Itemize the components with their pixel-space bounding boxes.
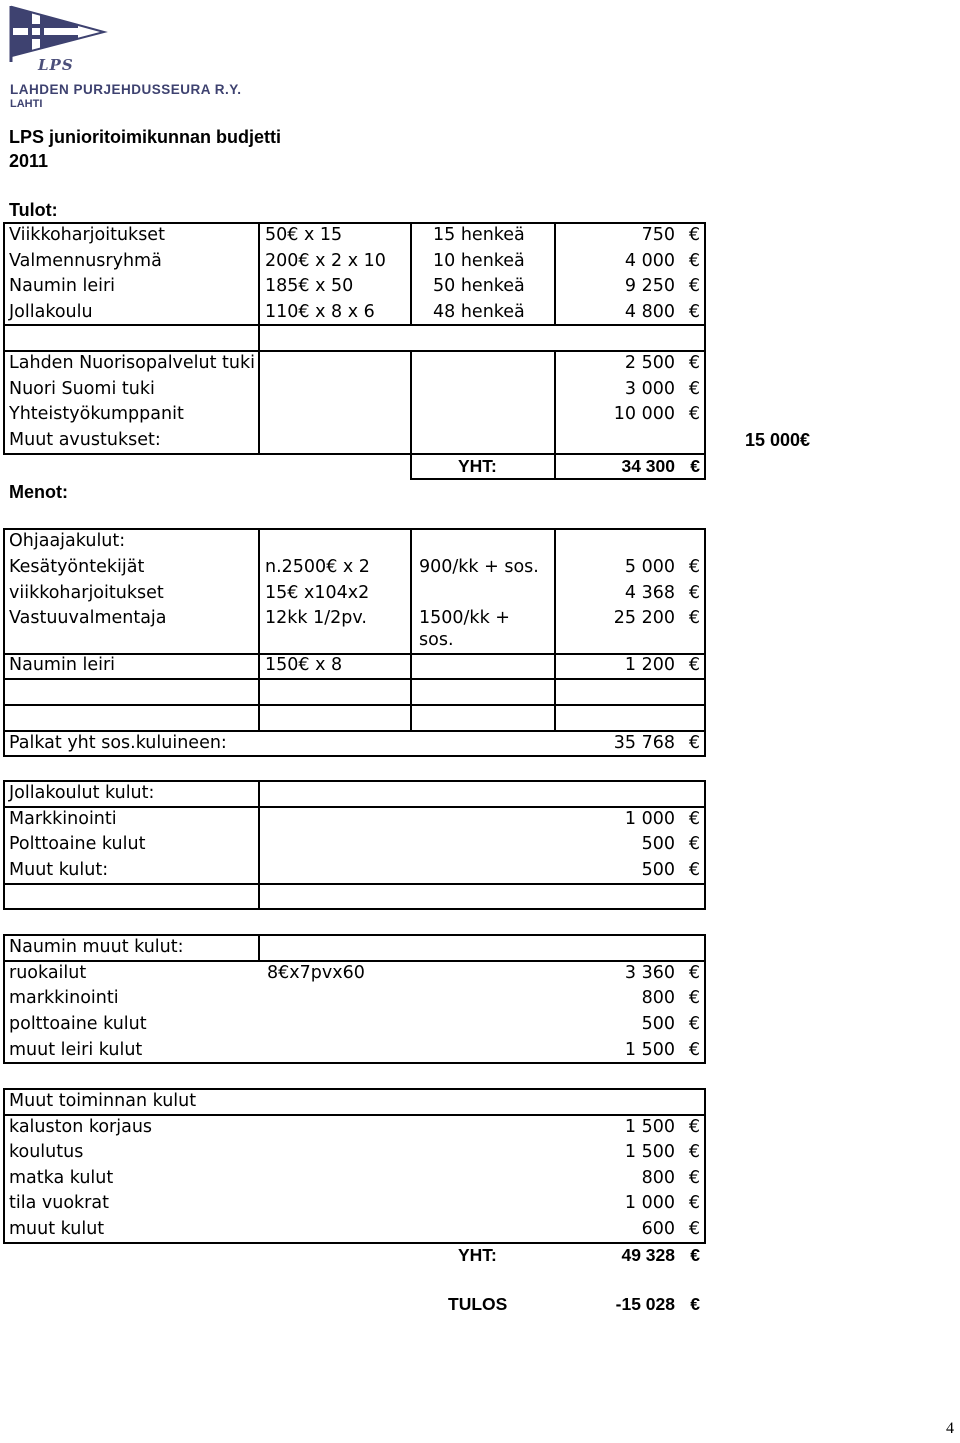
row-label: Markkinointi — [9, 809, 117, 829]
income-heading: Tulot: — [9, 200, 58, 220]
row-note: 900/kk + sos. — [419, 557, 539, 577]
income-row — [3, 300, 706, 325]
row-label: muut kulut — [9, 1219, 105, 1239]
support-row — [3, 402, 706, 427]
income-row — [3, 274, 706, 299]
expense-row — [3, 653, 706, 678]
expense-row — [3, 961, 706, 986]
table-border — [3, 678, 706, 680]
row-label: Naumin leiri — [9, 276, 116, 296]
euro-symbol: € — [688, 379, 700, 399]
row-amount: 3 000 — [624, 379, 675, 399]
euro-symbol: € — [688, 733, 700, 753]
support-side-total: 15 000€ — [745, 430, 811, 450]
section-heading-row — [3, 781, 706, 806]
row-amount: 9 250 — [624, 276, 675, 296]
row-people: 50 henkeä — [433, 276, 525, 296]
expense-row — [3, 1115, 706, 1140]
row-amount: 1 000 — [624, 809, 675, 829]
euro-symbol: € — [688, 963, 700, 983]
euro-symbol: € — [688, 860, 700, 880]
row-label: Lahden Nuorisopalvelut tuki — [9, 353, 256, 373]
expense-row — [3, 986, 706, 1011]
camp-heading: Naumin muut kulut: — [9, 937, 184, 957]
row-amount: 10 000 — [613, 404, 675, 424]
row-label: muut leiri kulut — [9, 1040, 143, 1060]
result-row — [3, 1292, 706, 1317]
section-heading-row — [3, 935, 706, 960]
euro-symbol: € — [688, 1168, 700, 1188]
expense-row — [3, 832, 706, 857]
row-label: Nuori Suomi tuki — [9, 379, 155, 399]
row-amount: 1 500 — [624, 1040, 675, 1060]
expense-row — [3, 581, 706, 606]
row-amount: 25 200 — [613, 608, 675, 628]
euro-symbol: € — [688, 1219, 700, 1239]
pennant-flag-icon — [8, 4, 213, 64]
expense-row — [3, 1038, 706, 1063]
row-label: polttoaine kulut — [9, 1014, 147, 1034]
row-amount: 1 500 — [624, 1117, 675, 1137]
row-calc: 110€ x 8 x 6 — [265, 302, 375, 322]
sailing-school-heading: Jollakoulut kulut: — [9, 783, 155, 803]
euro-symbol: € — [688, 809, 700, 829]
page-number: 4 — [946, 1420, 954, 1437]
table-border — [258, 704, 260, 731]
euro-symbol: € — [688, 251, 700, 271]
row-calc: 185€ x 50 — [265, 276, 354, 296]
euro-symbol: € — [688, 1117, 700, 1137]
euro-symbol: € — [688, 404, 700, 424]
expense-row — [3, 858, 706, 883]
euro-symbol: € — [688, 1014, 700, 1034]
row-people: 48 henkeä — [433, 302, 525, 322]
euro-symbol: € — [688, 276, 700, 296]
euro-symbol: € — [690, 1245, 700, 1265]
row-amount: 500 — [641, 1014, 675, 1034]
table-border — [3, 908, 706, 910]
logo-monogram: LPS — [38, 56, 74, 74]
total-amount: 34 300 — [621, 456, 675, 476]
support-row — [3, 377, 706, 402]
row-amount: 500 — [641, 834, 675, 854]
expense-row — [3, 1140, 706, 1165]
row-calc: 8€x7pvx60 — [267, 963, 365, 983]
row-label: markkinointi — [9, 988, 119, 1008]
row-amount: 800 — [641, 1168, 675, 1188]
euro-symbol: € — [690, 456, 700, 476]
table-border — [554, 704, 556, 731]
logo-club-name: LAHDEN PURJEHDUSSEURA R.Y. — [10, 82, 242, 97]
document-title: LPS junioritoimikunnan budjetti — [9, 127, 281, 147]
row-label: Naumin leiri — [9, 655, 116, 675]
total-label: YHT: — [458, 1245, 497, 1265]
row-calc: n.2500€ x 2 — [265, 557, 370, 577]
salary-total-row — [3, 731, 706, 756]
support-row — [3, 351, 706, 376]
euro-symbol: € — [688, 557, 700, 577]
euro-symbol: € — [688, 988, 700, 1008]
row-label: tila vuokrat — [9, 1193, 109, 1213]
euro-symbol: € — [688, 353, 700, 373]
row-amount: 1 200 — [624, 655, 675, 675]
row-amount: 1 000 — [624, 1193, 675, 1213]
table-border — [410, 704, 412, 731]
euro-symbol: € — [688, 302, 700, 322]
income-row — [3, 223, 706, 248]
row-amount: 4 800 — [624, 302, 675, 322]
expense-row — [3, 555, 706, 580]
row-calc: 200€ x 2 x 10 — [265, 251, 386, 271]
row-label: kaluston korjaus — [9, 1117, 153, 1137]
row-label: Muut avustukset: — [9, 430, 161, 450]
euro-symbol: € — [688, 583, 700, 603]
table-border — [3, 883, 706, 885]
expenses-total-row — [3, 1243, 706, 1268]
support-row — [3, 428, 706, 453]
row-note: 1500/kk + — [419, 608, 510, 628]
row-label: Yhteistyökumppanit — [9, 404, 184, 424]
row-amount: 800 — [641, 988, 675, 1008]
euro-symbol: € — [688, 225, 700, 245]
row-calc: 150€ x 8 — [265, 655, 343, 675]
row-note-continued: sos. — [419, 630, 454, 650]
instructors-heading: Ohjaajakulut: — [9, 531, 126, 551]
row-label: viikkoharjoitukset — [9, 583, 164, 603]
income-total-row — [3, 454, 706, 479]
euro-symbol: € — [690, 1294, 700, 1314]
row-amount: 600 — [641, 1219, 675, 1239]
row-label: Valmennusryhmä — [9, 251, 162, 271]
row-calc: 12kk 1/2pv. — [265, 608, 367, 628]
row-amount: 1 500 — [624, 1142, 675, 1162]
expense-row — [3, 807, 706, 832]
section-heading-row — [3, 529, 706, 554]
euro-symbol: € — [688, 834, 700, 854]
euro-symbol: € — [688, 608, 700, 628]
expenses-heading: Menot: — [9, 482, 68, 502]
total-label: Palkat yht sos.kuluineen: — [9, 733, 227, 753]
row-label: Viikkoharjoitukset — [9, 225, 165, 245]
total-amount: 35 768 — [613, 733, 675, 753]
table-border — [3, 704, 706, 706]
row-amount: 2 500 — [624, 353, 675, 373]
row-calc: 50€ x 15 — [265, 225, 343, 245]
euro-symbol: € — [688, 1193, 700, 1213]
total-label: YHT: — [458, 456, 497, 476]
row-amount: 4 000 — [624, 251, 675, 271]
other-costs-heading: Muut toiminnan kulut — [9, 1091, 197, 1111]
expense-row — [3, 1012, 706, 1037]
row-calc: 15€ x104x2 — [265, 583, 370, 603]
row-label: Vastuuvalmentaja — [9, 608, 167, 628]
row-label: ruokailut — [9, 963, 87, 983]
income-row — [3, 249, 706, 274]
row-amount: 3 360 — [624, 963, 675, 983]
row-people: 15 henkeä — [433, 225, 525, 245]
club-logo — [8, 4, 242, 110]
row-people: 10 henkeä — [433, 251, 525, 271]
result-amount: -15 028 — [615, 1294, 675, 1314]
result-label: TULOS — [448, 1294, 508, 1314]
document-year: 2011 — [9, 151, 49, 171]
row-amount: 4 368 — [624, 583, 675, 603]
row-label: matka kulut — [9, 1168, 114, 1188]
row-amount: 5 000 — [624, 557, 675, 577]
euro-symbol: € — [688, 1142, 700, 1162]
logo-city: LAHTI — [10, 98, 43, 110]
section-heading-row — [3, 1089, 706, 1114]
row-label: Jollakoulu — [9, 302, 93, 322]
row-label: Polttoaine kulut — [9, 834, 146, 854]
row-label: Muut kulut: — [9, 860, 109, 880]
total-amount: 49 328 — [621, 1245, 675, 1265]
expense-row — [3, 1217, 706, 1242]
euro-symbol: € — [688, 1040, 700, 1060]
expense-row — [3, 1191, 706, 1216]
expense-row — [3, 606, 706, 653]
row-label: koulutus — [9, 1142, 84, 1162]
euro-symbol: € — [688, 655, 700, 675]
row-amount: 500 — [641, 860, 675, 880]
row-label: Kesätyöntekijät — [9, 557, 145, 577]
row-amount: 750 — [641, 225, 675, 245]
expense-row — [3, 1166, 706, 1191]
